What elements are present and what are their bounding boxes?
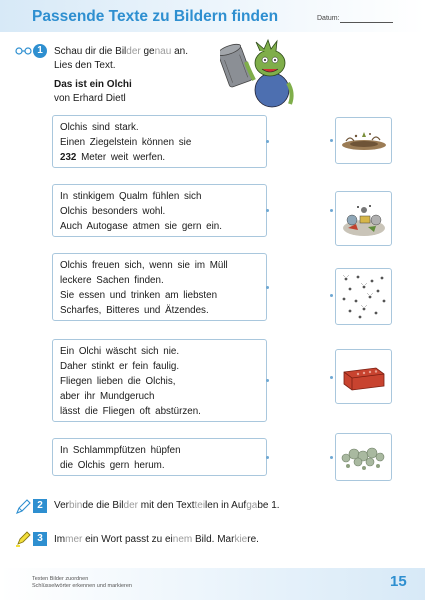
text-box-4 — [52, 339, 267, 422]
task3-instruction: Immer ein Wort passt zu einem Bild. Markiere. — [54, 534, 259, 545]
footer-line-2: Schlüsselwörter erkennen und markieren — [32, 583, 132, 589]
text-line: leckere Sachen finden. — [60, 275, 164, 286]
highlighter-icon — [15, 531, 31, 547]
text-line: Scharfes, Bitteres und Ätzendes. — [60, 305, 209, 316]
match-dot[interactable] — [266, 456, 269, 459]
text-line: die Olchis gern herum. — [60, 460, 165, 471]
task-number-2: 2 — [33, 499, 47, 513]
match-dot[interactable] — [330, 294, 333, 297]
text-line: Olchis sind stark. — [60, 122, 139, 133]
task1-instruction: Schau dir die Bilder genau an. — [54, 46, 188, 57]
text-line: Auch Autogase atmen sie gern ein. — [60, 221, 222, 232]
task2-instruction: Verbinde die Bilder mit den Textteilen in Aufgabe 1. — [54, 500, 280, 511]
pencil-icon — [15, 499, 31, 515]
match-dot[interactable] — [266, 140, 269, 143]
text-line: Einen Ziegelstein können sie — [60, 137, 192, 148]
picture-box-1 — [335, 117, 392, 164]
text-line: Olchis freuen sich, wenn sie im Müll — [60, 260, 228, 271]
story-title: Das ist ein Olchi — [54, 79, 132, 90]
mud-puddle-icon — [336, 118, 391, 163]
flies-icon — [336, 269, 391, 324]
text-line: Fliegen lieben die Olchis, — [60, 376, 176, 387]
text-line: Sie essen und trinken am liebsten — [60, 290, 218, 301]
text-box-2 — [52, 184, 267, 237]
task-number-1: 1 — [33, 44, 47, 58]
olchi-illustration — [220, 38, 300, 108]
junk-pile-icon — [336, 192, 391, 245]
footer-line-1: Texten Bilder zuordnen — [32, 576, 89, 582]
brick-icon — [336, 350, 391, 403]
date-field[interactable] — [340, 22, 393, 23]
match-dot[interactable] — [330, 376, 333, 379]
match-dot[interactable] — [266, 286, 269, 289]
text-box-3 — [52, 253, 267, 321]
text-line: 232 Meter weit werfen. — [60, 152, 166, 163]
picture-box-4 — [335, 349, 392, 404]
text-line: Ein Olchi wäscht sich nie. — [60, 346, 180, 357]
page-number: 15 — [390, 573, 407, 590]
match-dot[interactable] — [330, 456, 333, 459]
task1-instruction-2: Lies den Text. — [54, 60, 116, 71]
date-label: Datum: — [317, 15, 340, 22]
smoke-cloud-icon — [336, 434, 391, 480]
match-dot[interactable] — [266, 209, 269, 212]
glasses-icon — [15, 47, 33, 55]
match-dot[interactable] — [330, 139, 333, 142]
text-line: In Schlammpfützen hüpfen — [60, 445, 181, 456]
match-dot[interactable] — [330, 209, 333, 212]
text-line: In stinkigem Qualm fühlen sich — [60, 191, 202, 202]
picture-box-2 — [335, 191, 392, 246]
task-number-3: 3 — [33, 532, 47, 546]
text-box-1 — [52, 115, 267, 168]
text-line: lässt die Fliegen oft abstürzen. — [60, 406, 201, 417]
story-author: von Erhard Dietl — [54, 93, 126, 104]
text-line: Daher stinkt er fein faulig. — [60, 361, 180, 372]
picture-box-5 — [335, 433, 392, 481]
page-title: Passende Texte zu Bildern finden — [32, 8, 279, 25]
text-box-5 — [52, 438, 267, 476]
picture-box-3 — [335, 268, 392, 325]
text-line: Olchis besonders wohl. — [60, 206, 166, 217]
match-dot[interactable] — [266, 379, 269, 382]
text-line: aber ihr Mundgeruch — [60, 391, 155, 402]
